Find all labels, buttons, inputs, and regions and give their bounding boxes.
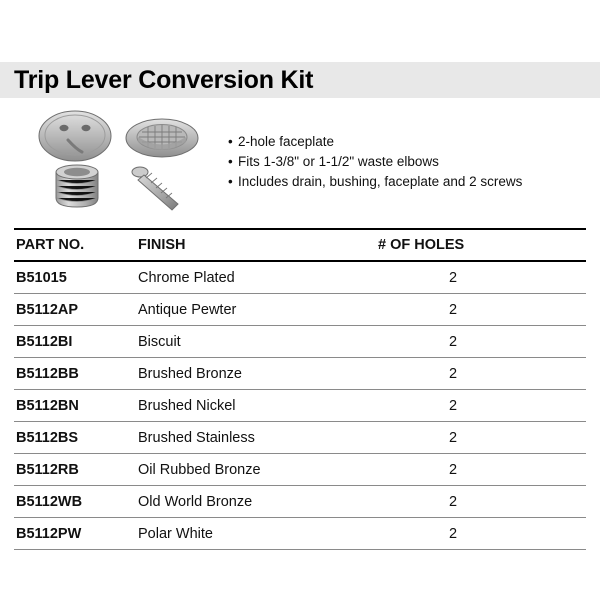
cell-part-no: B5112RB	[16, 461, 79, 478]
table-bottom-rule	[14, 549, 586, 550]
faceplate-icon	[39, 111, 111, 161]
screw-icon	[132, 167, 178, 210]
table-row	[14, 326, 586, 357]
drain-strainer-icon	[126, 119, 198, 157]
table-row	[14, 294, 586, 325]
feature-item	[228, 132, 588, 152]
column-header-part-no: PART NO.	[16, 237, 85, 253]
cell-holes: 2	[448, 269, 458, 286]
cell-finish: Chrome Plated	[138, 269, 235, 286]
column-header-holes: # OF HOLES	[378, 237, 465, 253]
column-header-finish: FINISH	[138, 237, 186, 253]
cell-finish: Polar White	[138, 525, 213, 542]
part-number-table	[14, 228, 586, 550]
cell-finish: Brushed Stainless	[138, 429, 255, 446]
table-row	[14, 390, 586, 421]
table-row	[14, 518, 586, 549]
cell-holes: 2	[448, 365, 458, 382]
cell-part-no: B5112BN	[16, 397, 79, 414]
feature-item	[228, 152, 588, 172]
cell-finish: Oil Rubbed Bronze	[138, 461, 261, 478]
illustration-svg	[18, 106, 218, 216]
cell-part-no: B5112BI	[16, 333, 73, 350]
cell-finish: Old World Bronze	[138, 493, 253, 510]
cell-holes: 2	[448, 525, 458, 542]
table-row	[14, 486, 586, 517]
table-row	[14, 358, 586, 389]
cell-part-no: B5112WB	[16, 493, 83, 510]
feature-text: Includes drain, bushing, faceplate and 2 screws	[238, 174, 523, 189]
cell-part-no: B5112BS	[16, 429, 79, 446]
cell-part-no: B5112PW	[16, 525, 82, 542]
feature-item	[228, 172, 588, 192]
cell-finish: Biscuit	[138, 333, 181, 350]
bushing-icon	[56, 165, 98, 207]
product-illustration	[18, 106, 218, 216]
cell-finish: Brushed Nickel	[138, 397, 236, 414]
table-header-row	[14, 230, 586, 260]
feature-list	[228, 132, 588, 192]
cell-holes: 2	[448, 301, 458, 318]
feature-text: Fits 1-3/8" or 1-1/2" waste elbows	[238, 154, 439, 169]
cell-part-no: B5112AP	[16, 301, 79, 318]
bullet-icon: •	[228, 174, 233, 189]
cell-part-no: B51015	[16, 269, 67, 286]
cell-holes: 2	[448, 429, 458, 446]
table-row	[14, 262, 586, 293]
cell-holes: 2	[448, 493, 458, 510]
cell-holes: 2	[448, 333, 458, 350]
cell-holes: 2	[448, 397, 458, 414]
bullet-icon: •	[228, 134, 233, 149]
cell-part-no: B5112BB	[16, 365, 79, 382]
table-row	[14, 454, 586, 485]
cell-holes: 2	[448, 461, 458, 478]
page-title: Trip Lever Conversion Kit	[14, 66, 314, 94]
table-row	[14, 422, 586, 453]
bullet-icon: •	[228, 154, 233, 169]
cell-finish: Brushed Bronze	[138, 365, 242, 382]
feature-text: 2-hole faceplate	[238, 134, 335, 149]
cell-finish: Antique Pewter	[138, 301, 237, 318]
